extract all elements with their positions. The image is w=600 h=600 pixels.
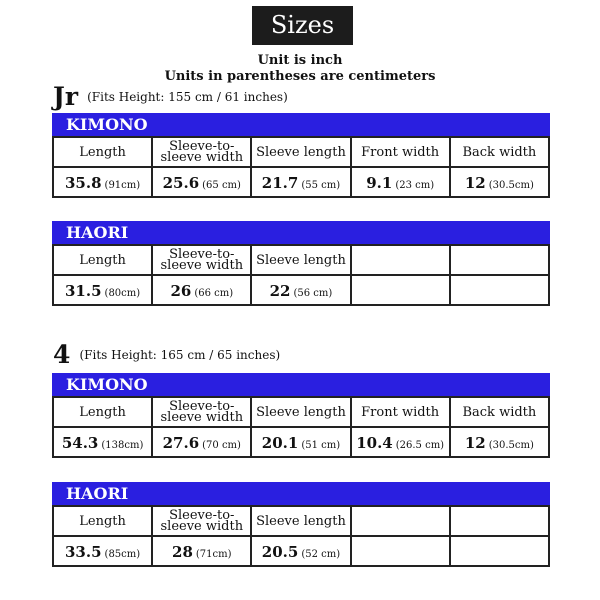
- header-cell: Sleeve-to-sleeve width: [152, 506, 251, 536]
- inch-value: 22: [269, 281, 291, 300]
- value-cell: [152, 536, 251, 566]
- inch-value: 9.1: [366, 173, 393, 192]
- header-cell: Sleeve length: [251, 506, 350, 536]
- table-4-kimono: [52, 373, 550, 458]
- value-cell: [251, 536, 350, 566]
- inch-value: 31.5: [65, 281, 102, 300]
- table-title: HAORI: [52, 482, 550, 505]
- value-cell: [251, 167, 350, 197]
- empty-cell: [351, 275, 450, 305]
- header-cell: Back width: [450, 137, 549, 167]
- cm-value: (66 cm): [194, 287, 234, 299]
- cm-value: (56 cm): [293, 287, 333, 299]
- cm-value: (71cm): [195, 548, 232, 560]
- value-cell: [351, 427, 450, 457]
- cm-value: (30.5cm): [488, 179, 534, 191]
- table-4-haori: [52, 482, 550, 567]
- value-cell: [450, 167, 549, 197]
- cm-value: (138cm): [101, 439, 144, 451]
- header-cell: Sleeve length: [251, 245, 350, 275]
- cm-value: (55 cm): [301, 179, 341, 191]
- size-fit-note: (Fits Height: 155 cm / 61 inches): [87, 89, 288, 104]
- cm-value: (30.5cm): [488, 439, 534, 451]
- value-cell: [251, 427, 350, 457]
- value-row: [53, 167, 549, 197]
- header-cell: Length: [53, 506, 152, 536]
- inch-value: 54.3: [61, 433, 99, 452]
- inch-value: 33.5: [65, 542, 102, 561]
- header-cell: Sleeve length: [251, 137, 350, 167]
- value-row: [53, 275, 549, 305]
- inch-value: 35.8: [65, 173, 102, 192]
- table-title: HAORI: [52, 221, 550, 244]
- header-cell: Sleeve-to-sleeve width: [152, 137, 251, 167]
- value-cell: [251, 275, 350, 305]
- empty-cell: [450, 506, 549, 536]
- empty-cell: [450, 275, 549, 305]
- header-row: [53, 245, 549, 275]
- value-cell: [152, 427, 251, 457]
- empty-cell: [351, 245, 450, 275]
- inch-value: 28: [172, 542, 193, 561]
- cm-value: (51 cm): [301, 439, 341, 451]
- inch-value: 27.6: [162, 433, 200, 452]
- cm-value: (91cm): [104, 179, 141, 191]
- size-heading-jr: [53, 82, 288, 111]
- value-cell: [450, 427, 549, 457]
- cm-value: (52 cm): [301, 548, 341, 560]
- cm-value: (85cm): [104, 548, 141, 560]
- header-row: [53, 506, 549, 536]
- page-title: Sizes: [252, 6, 353, 45]
- unit-note-cm: Units in parentheses are centimeters: [164, 69, 436, 84]
- header-cell: Back width: [450, 397, 549, 427]
- header-row: [53, 397, 549, 427]
- inch-value: 25.6: [162, 173, 200, 192]
- inch-value: 21.7: [261, 173, 299, 192]
- value-cell: [53, 275, 152, 305]
- inch-value: 12: [464, 433, 486, 452]
- cm-value: (70 cm): [202, 439, 241, 451]
- header-cell: Sleeve-to-sleeve width: [152, 245, 251, 275]
- table-title: KIMONO: [52, 113, 550, 136]
- value-cell: [53, 536, 152, 566]
- inch-value: 20.1: [261, 433, 299, 452]
- header-cell: Length: [53, 397, 152, 427]
- inch-value: 26: [170, 281, 192, 300]
- header-cell: Front width: [351, 137, 450, 167]
- value-cell: [53, 427, 152, 457]
- inch-value: 10.4: [356, 433, 393, 452]
- header-row: [53, 137, 549, 167]
- value-cell: [152, 167, 251, 197]
- header-cell: Length: [53, 245, 152, 275]
- table-title: KIMONO: [52, 373, 550, 396]
- cm-value: (26.5 cm): [395, 439, 445, 451]
- size-fit-note: (Fits Height: 165 cm / 65 inches): [79, 347, 281, 362]
- inch-value: 20.5: [261, 542, 299, 561]
- value-cell: [152, 275, 251, 305]
- cm-value: (23 cm): [395, 179, 435, 191]
- size-heading-4: [53, 340, 280, 369]
- header-cell: Sleeve-to-sleeve width: [152, 397, 251, 427]
- size-mark: 4: [53, 340, 71, 369]
- cm-value: (65 cm): [202, 179, 241, 191]
- empty-cell: [450, 245, 549, 275]
- header-cell: Length: [53, 137, 152, 167]
- table-jr-haori: [52, 221, 550, 306]
- cm-value: (80cm): [104, 287, 141, 299]
- table-jr-kimono: [52, 113, 550, 198]
- empty-cell: [351, 506, 450, 536]
- size-mark: Jr: [53, 82, 78, 111]
- unit-note: Unit is inch: [257, 53, 343, 68]
- value-row: [53, 427, 549, 457]
- empty-cell: [351, 536, 450, 566]
- value-cell: [53, 167, 152, 197]
- empty-cell: [450, 536, 549, 566]
- header-cell: Sleeve length: [251, 397, 350, 427]
- value-cell: [351, 167, 450, 197]
- header-cell: Front width: [351, 397, 450, 427]
- inch-value: 12: [464, 173, 486, 192]
- value-row: [53, 536, 549, 566]
